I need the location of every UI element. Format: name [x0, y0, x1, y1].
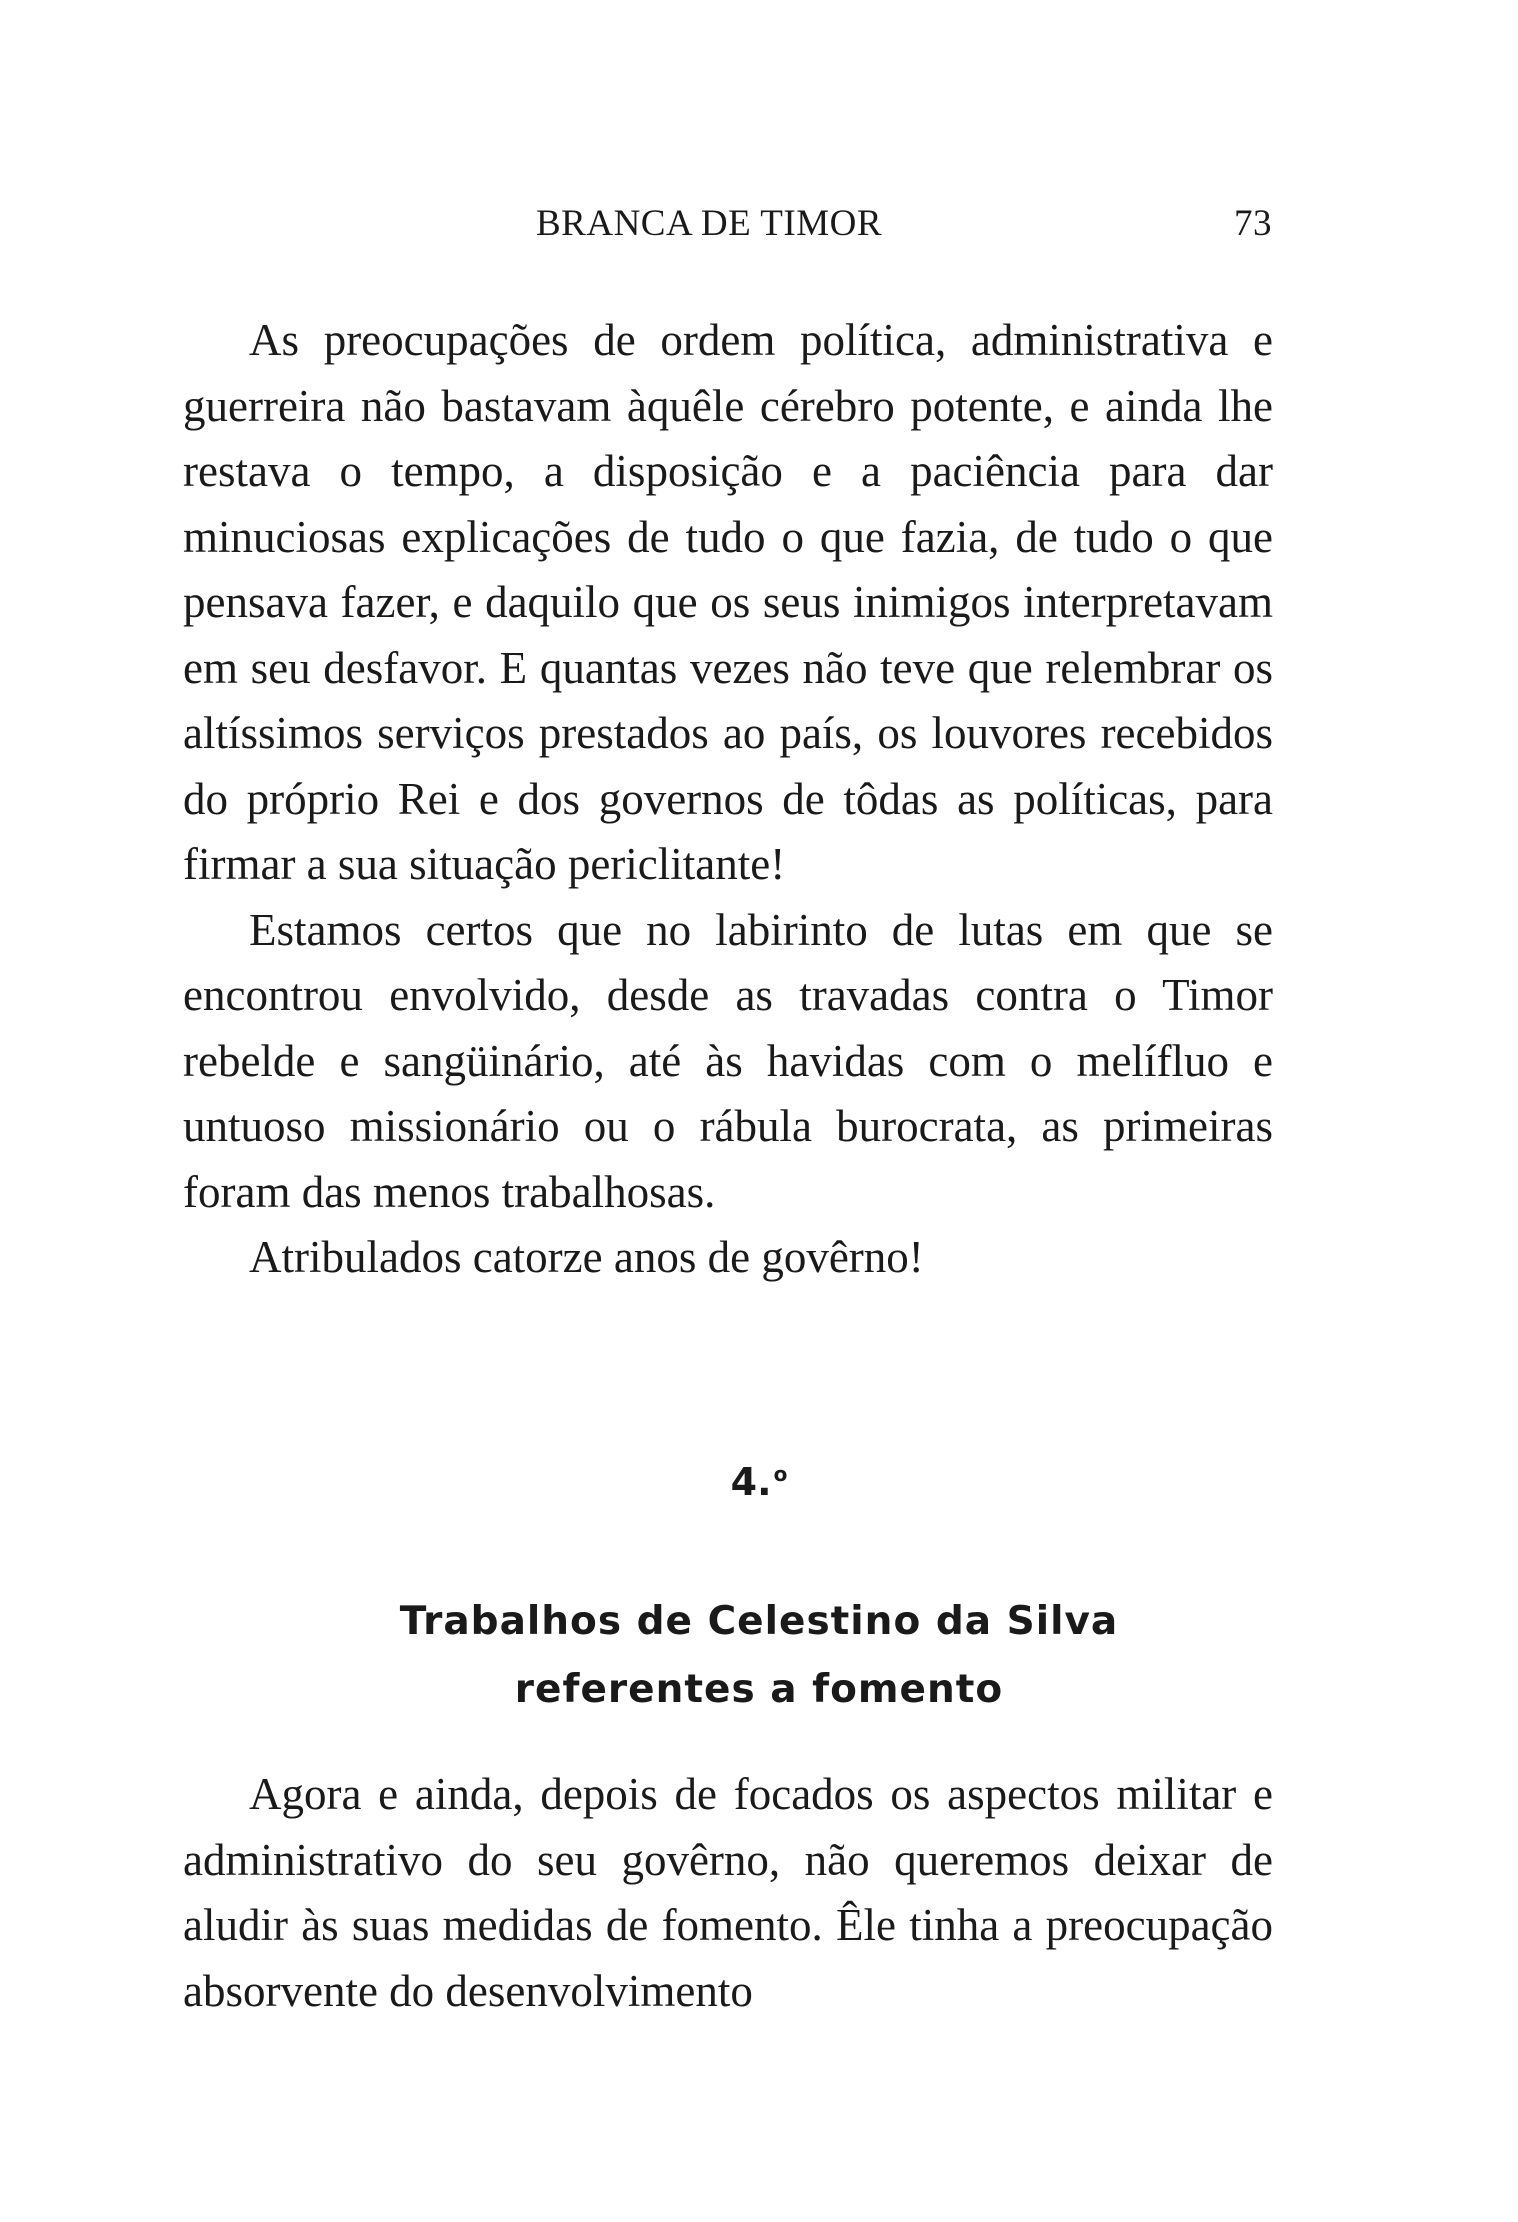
section-heading: [0, 1588, 1518, 1724]
paragraph: As preocupações de ordem política, administrativa e guerreira não bastavam àquêle cérebro potente, e ainda lhe restava o tempo, a disposição e a paciência para dar minuciosas explicações de tudo o que fazia, de tudo o que pensava fazer, e daquilo que os seus inimigos interpretavam em seu desfavor. E quantas vezes não teve que relembrar os altíssimos serviços prestados ao país, os louvores recebidos do próprio Rei e dos governos de tôdas as políticas, para firmar a sua situação periclitante!: [183, 315, 1273, 889]
body-text-after-section: [183, 1762, 1273, 2024]
paragraph: Atribulados catorze anos de govêrno!: [249, 1232, 924, 1282]
paragraph: Agora e ainda, depois de focados os aspectos militar e administrativo do seu govêrno, não queremos deixar de aludir às suas medidas de fomento. Êle tinha a preocupação absorvente do desenvolvimento: [183, 1769, 1273, 2016]
running-header: [0, 202, 1518, 250]
body-text-before-section: [183, 308, 1273, 1291]
section-title-line-1: Trabalhos de Celestino da Silva: [399, 1599, 1119, 1644]
page-number: 73: [1234, 203, 1272, 244]
section-number-ordinal: o: [773, 1462, 788, 1487]
section-number-value: 4.: [730, 1460, 772, 1504]
section-title-line-2: referentes a fomento: [514, 1667, 1004, 1712]
running-title: BRANCA DE TIMOR: [536, 203, 883, 244]
paragraph: Estamos certos que no labirinto de lutas em que se encontrou envolvido, desde as travadas contra o Timor rebelde e sangüinário, até às havidas com o melífluo e untuoso missionário ou o rábula burocrata, as primeiras foram das menos trabalhosas.: [183, 904, 1273, 1217]
section-number: [0, 1460, 1518, 1504]
